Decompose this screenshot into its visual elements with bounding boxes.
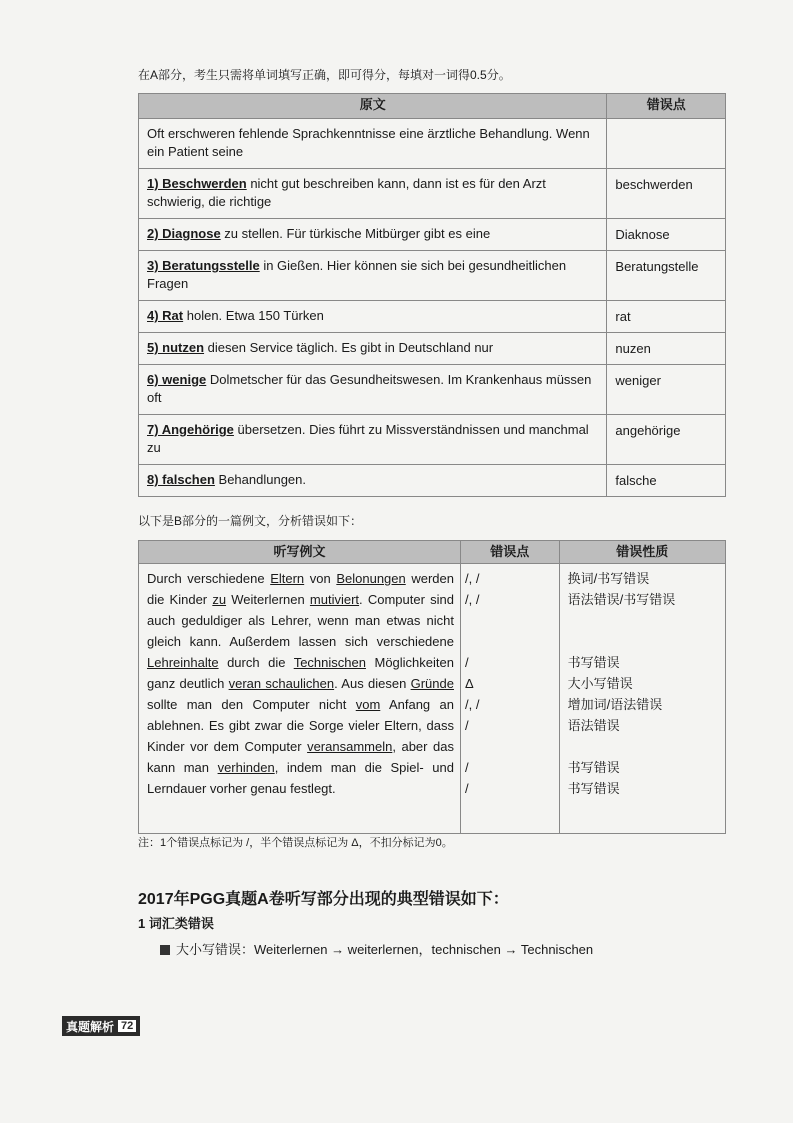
section-title: 2017年PGG真题A卷听写部分出现的典型错误如下： bbox=[138, 891, 509, 908]
table-row bbox=[139, 465, 726, 497]
text-segment: . Computer sind auch geduldiger als Lehrer, wenn man etwas nicht gleich kann. Außerdem lassen sich verschiedene bbox=[147, 592, 454, 649]
table-b-header bbox=[139, 541, 726, 564]
row-text: holen. Etwa 150 Türken bbox=[183, 308, 324, 323]
table-row bbox=[139, 251, 726, 301]
header-error-nature: 错误性质 bbox=[559, 541, 725, 564]
error-word: verhinden bbox=[217, 760, 275, 775]
row-error: Diaknose bbox=[607, 219, 726, 251]
error-word: Technischen bbox=[293, 655, 366, 670]
row-error bbox=[607, 119, 726, 169]
row-keyword: 2) Diagnose bbox=[147, 226, 221, 241]
row-text: Behandlungen. bbox=[214, 472, 307, 487]
header-error-marks: 错误点 bbox=[460, 541, 559, 564]
row-error: beschwerden bbox=[607, 169, 726, 219]
nature: 语法错误/书写错误 bbox=[567, 592, 676, 607]
header-error: 错误点 bbox=[607, 94, 726, 119]
row-keyword: 1) Beschwerden bbox=[147, 176, 247, 191]
nature bbox=[568, 631, 717, 652]
mark bbox=[465, 610, 555, 631]
mark: / bbox=[464, 718, 469, 733]
nature bbox=[568, 610, 717, 631]
row-keyword: 7) Angehörige bbox=[147, 422, 234, 437]
text-segment: werden die Kinder bbox=[147, 571, 454, 607]
error-word: Belonungen bbox=[336, 571, 406, 586]
row-error: weniger bbox=[607, 365, 726, 415]
row-error: angehörige bbox=[607, 415, 726, 465]
text-segment: sollte man den Computer nicht bbox=[147, 697, 356, 712]
row-error: falsche bbox=[607, 465, 726, 497]
header-dictation-sample: 听写例文 bbox=[139, 541, 461, 564]
table-a-header bbox=[139, 94, 726, 119]
nature: 书写错误 bbox=[567, 655, 620, 670]
table-row bbox=[139, 219, 726, 251]
table-row bbox=[139, 365, 726, 415]
nature: 增加词/语法错误 bbox=[567, 697, 663, 712]
row-error: Beratungstelle bbox=[607, 251, 726, 301]
row-error: nuzen bbox=[607, 333, 726, 365]
error-natures bbox=[559, 564, 725, 834]
mark: / bbox=[464, 781, 469, 796]
text-segment: von bbox=[304, 571, 337, 586]
mark: /, / bbox=[464, 697, 480, 712]
table-row bbox=[139, 415, 726, 465]
mark bbox=[465, 631, 555, 652]
table-row bbox=[139, 169, 726, 219]
error-word: vom bbox=[355, 697, 381, 712]
row-keyword: 3) Beratungsstelle bbox=[147, 258, 260, 273]
nature: 语法错误 bbox=[567, 718, 620, 733]
row-error: rat bbox=[607, 301, 726, 333]
table-a bbox=[138, 93, 726, 497]
intro-text: 在A部分，考生只需将单词填写正确，即可得分，每填对一词得0.5分。 bbox=[138, 68, 511, 82]
table-row bbox=[139, 301, 726, 333]
nature bbox=[568, 736, 717, 757]
mark: / bbox=[464, 760, 469, 775]
note-text: 注：1个错误点标记为 /，半个错误点标记为 Δ，不扣分标记为0。 bbox=[138, 837, 453, 849]
table-b-body bbox=[139, 564, 726, 834]
row-keyword: 6) wenige bbox=[147, 372, 207, 387]
row-keyword: 4) Rat bbox=[147, 308, 184, 323]
square-bullet-icon bbox=[160, 945, 170, 955]
page-number: 72 bbox=[118, 1020, 136, 1032]
table-row bbox=[139, 333, 726, 365]
error-word: Gründe bbox=[410, 676, 454, 691]
error-word: Eltern bbox=[270, 571, 305, 586]
nature: 书写错误 bbox=[567, 760, 620, 775]
mark: / bbox=[464, 655, 469, 670]
row-keyword: 5) nutzen bbox=[147, 340, 205, 355]
text-segment: Weiterlernen bbox=[226, 592, 310, 607]
mark bbox=[465, 736, 555, 757]
row-text: Oft erschweren fehlende Sprachkenntnisse eine ärztliche Behandlung. Wenn ein Patient seine bbox=[147, 126, 590, 159]
error-word: mutiviert bbox=[309, 592, 360, 607]
row-text: nicht gut beschreiben kann, dann ist es für den Arzt schwierig, die richtige bbox=[147, 176, 546, 209]
table-row bbox=[139, 119, 726, 169]
text-segment: Anfang an ablehnen. Es gibt zwar die Sorge vieler Eltern, dass Kinder vor dem Computer bbox=[147, 697, 454, 754]
text-segment: Möglichkeiten ganz deutlich bbox=[147, 655, 454, 691]
text-segment: , aber das kann man bbox=[147, 739, 454, 775]
row-keyword: 8) falschen bbox=[147, 472, 215, 487]
bullet-item bbox=[160, 939, 593, 958]
row-text: in Gießen. Hier können sie sich bei gesundheitlichen Fragen bbox=[147, 258, 567, 291]
footer-label: 真题解析 bbox=[66, 1019, 115, 1034]
text-segment: . Aus diesen bbox=[334, 676, 411, 691]
mark: /, / bbox=[464, 592, 480, 607]
header-original: 原文 bbox=[139, 94, 607, 119]
bullet-text: 大小写错误：Weiterlernen → weiterlernen，technischen → Technischen bbox=[176, 942, 594, 957]
nature: 书写错误 bbox=[567, 781, 620, 796]
row-text: diesen Service täglich. Es gibt in Deutschland nur bbox=[204, 340, 494, 355]
nature: 大小写错误 bbox=[567, 676, 633, 691]
mark: Δ bbox=[464, 676, 474, 691]
nature: 换词/书写错误 bbox=[567, 571, 650, 586]
error-word: zu bbox=[212, 592, 227, 607]
text-segment: Durch verschiedene bbox=[147, 571, 271, 586]
row-text: zu stellen. Für türkische Mitbürger gibt es eine bbox=[220, 226, 491, 241]
error-word: veran schaulichen bbox=[228, 676, 335, 691]
row-text: Dolmetscher für das Gesundheitswesen. Im Krankenhaus müssen oft bbox=[147, 372, 592, 405]
error-word: veransammeln bbox=[307, 739, 393, 754]
text-segment: , indem man die Spiel- und Lerndauer vorher genau festlegt. bbox=[147, 760, 454, 796]
error-word: Lehreinhalte bbox=[147, 655, 219, 670]
row-text: übersetzen. Dies führt zu Missverständnissen und manchmal zu bbox=[147, 422, 589, 455]
text-segment: durch die bbox=[218, 655, 294, 670]
table-b bbox=[138, 540, 726, 834]
subsection-title: 1 词汇类错误 bbox=[138, 916, 214, 931]
dictation-text bbox=[139, 564, 461, 834]
b-intro-text: 以下是B部分的一篇例文，分析错误如下： bbox=[138, 514, 363, 528]
mark: /, / bbox=[464, 571, 480, 586]
error-marks bbox=[460, 564, 559, 834]
footer-tab bbox=[62, 1016, 140, 1036]
